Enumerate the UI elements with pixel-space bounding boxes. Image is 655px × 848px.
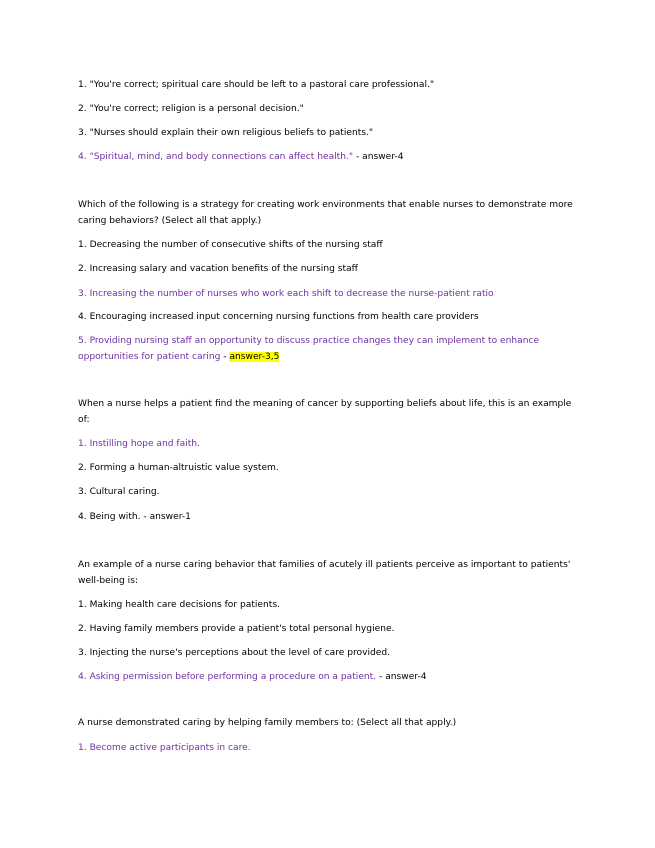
q3-option-1-correct: 1. Instilling hope and faith. <box>78 439 200 449</box>
q4-correct-text: 4. Asking permission before performing a procedure on a patient. <box>78 672 377 682</box>
q4-answer: - answer-4 <box>376 672 427 682</box>
q4-option-3: 3. Injecting the nurse's perceptions about the level of care provided. <box>78 648 391 658</box>
q1-option-3: 3. "Nurses should explain their own religious beliefs to patients." <box>78 128 374 138</box>
q5-option-1-correct: 1. Become active participants in care. <box>78 743 251 753</box>
q2-option-5-correct <box>78 333 578 365</box>
q2-answer-separator: - <box>220 352 230 362</box>
q2-option-1: 1. Decreasing the number of consecutive shifts of the nursing staff <box>78 240 383 250</box>
q2-option-5-text: 5. Providing nursing staff an opportunity to discuss practice changes they can implement to enhance opportunities for patient caring <box>78 336 540 362</box>
q1-answer: - answer-4 <box>353 152 404 162</box>
q1-option-1: 1. "You're correct; spiritual care should be left to a pastoral care professional." <box>78 80 435 90</box>
q2-answer-highlight: answer-3,5 <box>229 352 280 362</box>
q1-correct-text: 4. "Spiritual, mind, and body connections can affect health." <box>78 152 354 162</box>
q4-stem: An example of a nurse caring behavior that families of acutely ill patients perceive as important to patients' well-being is: <box>78 560 571 586</box>
q3-option-2: 2. Forming a human-altruistic value system. <box>78 463 279 473</box>
q3-stem: When a nurse helps a patient find the meaning of cancer by supporting beliefs about life, this is an example of: <box>78 399 572 425</box>
q3-option-3: 3. Cultural caring. <box>78 487 160 497</box>
q5-stem: A nurse demonstrated caring by helping family members to: (Select all that apply.) <box>78 718 457 728</box>
q2-option-2: 2. Increasing salary and vacation benefits of the nursing staff <box>78 264 358 274</box>
q2-option-4: 4. Encouraging increased input concerning nursing functions from health care providers <box>78 312 479 322</box>
q1-option-2: 2. "You're correct; religion is a personal decision." <box>78 104 304 114</box>
q3-option-4: 4. Being with. - answer-1 <box>78 512 191 522</box>
q2-option-3-correct: 3. Increasing the number of nurses who work each shift to decrease the nurse-patient ratio <box>78 289 494 299</box>
q1-option-4-correct <box>78 151 578 163</box>
q4-option-2: 2. Having family members provide a patient's total personal hygiene. <box>78 624 395 634</box>
q4-option-4-correct <box>78 671 578 683</box>
q4-option-1: 1. Making health care decisions for patients. <box>78 600 280 610</box>
q2-stem: Which of the following is a strategy for creating work environments that enable nurses to demonstrate more caring behaviors? (Select all that apply.) <box>78 200 573 226</box>
